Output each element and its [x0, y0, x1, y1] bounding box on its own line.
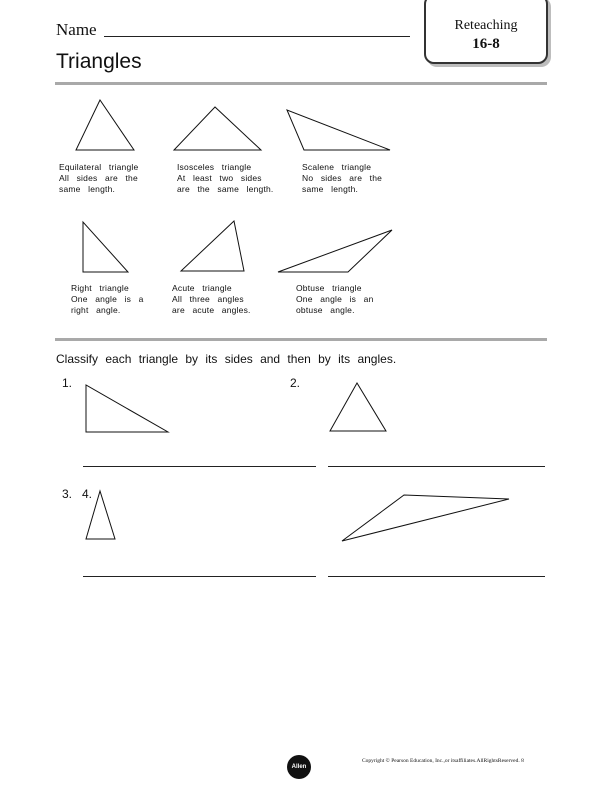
- answer-line-1[interactable]: [83, 466, 316, 467]
- type-desc-line1: One angle is a: [71, 294, 144, 304]
- type-desc-line1: No sides are the: [302, 173, 383, 183]
- type-desc-line2: are acute angles.: [172, 305, 251, 315]
- type-name: Acute triangle: [172, 283, 232, 293]
- tab-number: 16-8: [472, 36, 500, 52]
- type-name: Obtuse triangle: [296, 283, 362, 293]
- type-name: Right triangle: [71, 283, 129, 293]
- exercise-4-triangle: [342, 495, 509, 541]
- type-desc-line2: are the same length.: [177, 184, 274, 194]
- type-desc-line1: At least two sides: [177, 173, 262, 183]
- type-name: Scalene triangle: [302, 162, 372, 172]
- exercise-1-triangle: [86, 385, 168, 432]
- type-desc-line2: same length.: [302, 184, 359, 194]
- type-name: Equilateral triangle: [59, 162, 139, 172]
- exercise-instruction: Classify each triangle by its sides and then by its angles.: [56, 352, 397, 366]
- type-desc-line2: obtuse angle.: [296, 305, 355, 315]
- answer-line-3[interactable]: [83, 576, 316, 577]
- item-number-2: 2.: [290, 376, 301, 390]
- page-title: Triangles: [56, 50, 142, 73]
- answer-line-2[interactable]: [328, 466, 545, 467]
- exercise-3-triangle: [86, 491, 115, 539]
- exercise-2-triangle: [330, 383, 386, 431]
- tab-label: Reteaching: [454, 18, 518, 33]
- publisher-logo: Allen: [287, 755, 311, 779]
- type-desc-line2: right angle.: [71, 305, 121, 315]
- type-desc-line2: same length.: [59, 184, 116, 194]
- name-label: Name: [56, 20, 97, 39]
- item-number-3: 3.: [62, 487, 73, 501]
- item-number-1: 1.: [62, 376, 73, 390]
- type-desc-line1: All three angles: [172, 294, 244, 304]
- copyright-text: Copyright © Pearson Education, Inc.,or itsaffiliates.AllRightsReserved. 8: [362, 758, 524, 764]
- item-number-4: 4.: [82, 487, 93, 501]
- answer-line-4[interactable]: [328, 576, 545, 577]
- type-desc-line1: All sides are the: [59, 173, 138, 183]
- type-desc-line1: One angle is an: [296, 294, 374, 304]
- type-name: Isosceles triangle: [177, 162, 252, 172]
